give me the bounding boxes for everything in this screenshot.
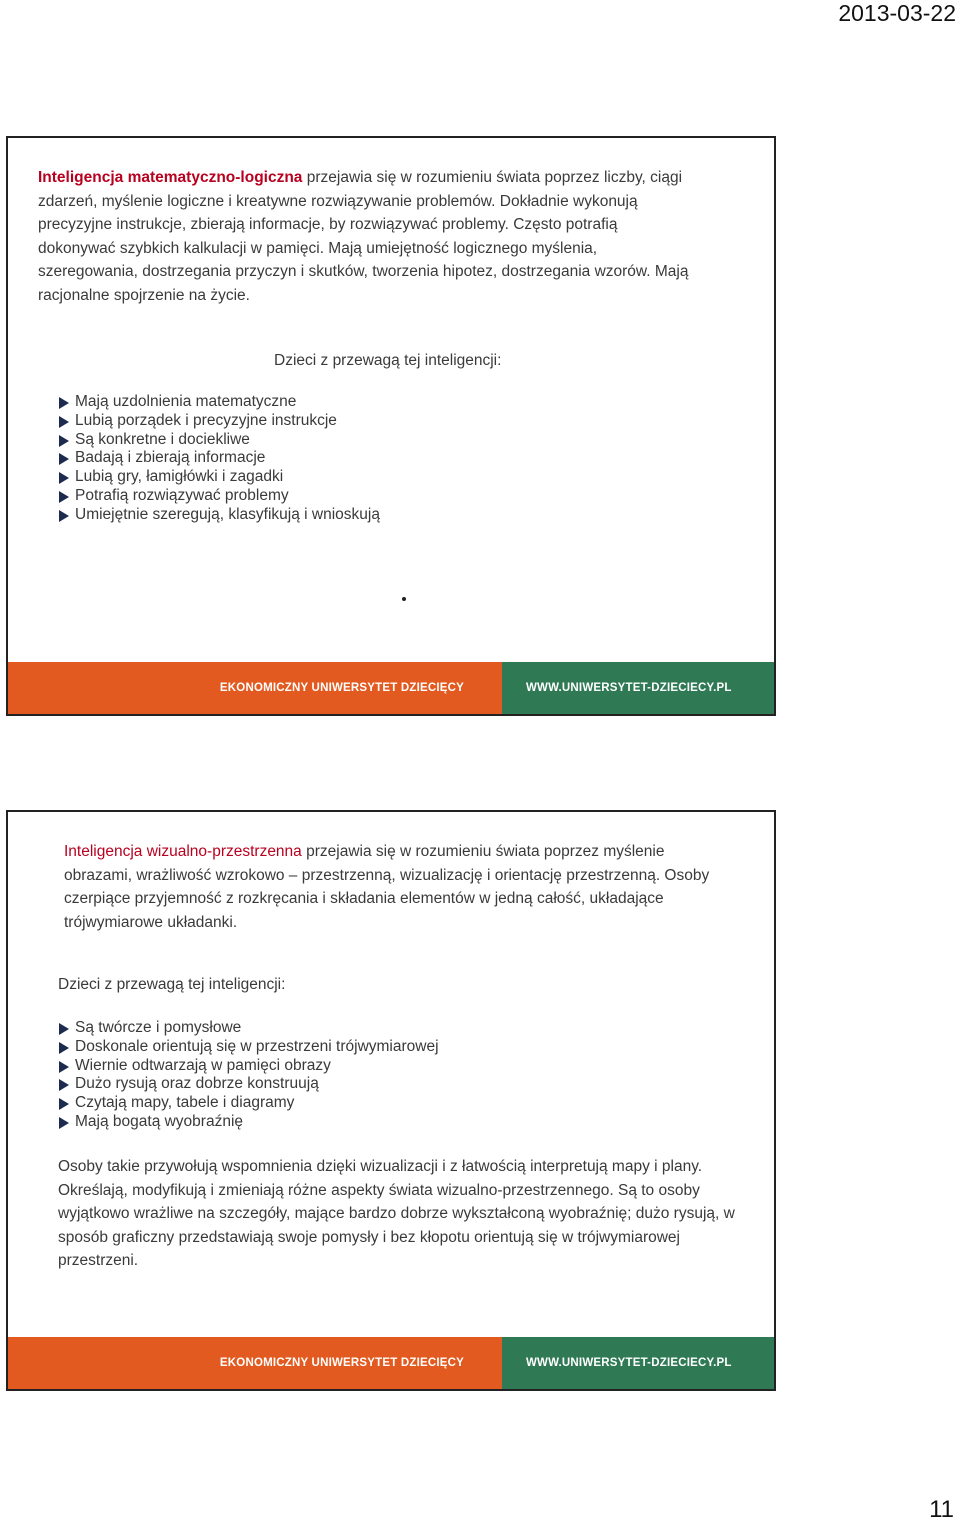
list-item: Lubią porządek i precyzyjne instrukcje: [57, 412, 380, 431]
list-item: Dużo rysują oraz dobrze konstruują: [57, 1075, 439, 1094]
footer-website-link[interactable]: WWW.UNIWERSYTET-DZIECIECY.PL: [502, 1337, 774, 1389]
slide2-intro-text: przejawia się w rozumieniu świata poprzez myślenie obrazami, wrażliwość wzrokowo – przestrzenną, wizualizację i orientację przestrzenną. Osoby czerpiące przyjemność z rozkręcania i składania elementów w jedną całość, układające trójwymiarowe układanki.: [64, 843, 710, 931]
slide1-intro-text: przejawia się w rozumieniu świata poprzez liczby, ciągi zdarzeń, myślenie logiczne i kreatywne rozwiązywanie problemów. Dokładnie wykonują precyzyjne instrukcje, zbierają informacje, by rozwiązywać problemy. Często potrafią dokonywać szybkich kalkulacji w pamięci. Mają umiejętność logicznego myślenia, szeregowania, dostrzegania przyczyn i skutków, tworzenia hipotez, dostrzegania wzorów. Mają racjonalne spojrzenie na życie.: [38, 169, 689, 304]
list-item: Mają uzdolnienia matematyczne: [57, 393, 380, 412]
slide2-bullet-list: [57, 1019, 439, 1132]
list-item: Mają bogatą wyobraźnię: [57, 1113, 439, 1132]
stray-dot: [402, 597, 406, 601]
slide2-intro: [64, 840, 714, 934]
list-item: Są twórcze i pomysłowe: [57, 1019, 439, 1038]
slide1-bullet-list: [57, 393, 380, 525]
footer-organization: EKONOMICZNY UNIWERSYTET DZIECIĘCY: [8, 662, 502, 714]
slide2-footer: [8, 1337, 774, 1389]
slide-visual-spatial: [6, 810, 776, 1391]
slide1-footer: [8, 662, 774, 714]
list-item: Umiejętnie szeregują, klasyfikują i wnioskują: [57, 506, 380, 525]
footer-organization: EKONOMICZNY UNIWERSYTET DZIECIĘCY: [8, 1337, 502, 1389]
slide1-subheading: Dzieci z przewagą tej inteligencji:: [274, 352, 502, 369]
list-item: Badają i zbierają informacje: [57, 449, 380, 468]
list-item: Wiernie odtwarzają w pamięci obrazy: [57, 1057, 439, 1076]
slide1-heading: Inteligencja matematyczno-logiczna: [38, 169, 303, 186]
slide1-intro: [38, 166, 693, 307]
slide2-heading: Inteligencja wizualno-przestrzenna: [64, 843, 302, 860]
slide-logical-mathematical: [6, 136, 776, 716]
footer-website-link[interactable]: WWW.UNIWERSYTET-DZIECIECY.PL: [502, 662, 774, 714]
page-number: 11: [929, 1496, 954, 1523]
list-item: Doskonale orientują się w przestrzeni trójwymiarowej: [57, 1038, 439, 1057]
slide2-closing-paragraph: Osoby takie przywołują wspomnienia dzięki wizualizacji i z łatwością interpretują mapy i plany. Określają, modyfikują i zmieniają różne aspekty świata wizualno-przestrzennego. Są to osoby wyjątkowo wrażliwe na szczegóły, mające bardzo dobrze wykształconą wyobraźnię; dużo rysują, w sposób graficzny przedstawiają swoje pomysły i bez kłopotu orientują się w trójwymiarowej przestrzeni.: [58, 1158, 735, 1269]
slide2-subheading: Dzieci z przewagą tej inteligencji:: [58, 976, 286, 993]
list-item: Czytają mapy, tabele i diagramy: [57, 1094, 439, 1113]
document-date: 2013-03-22: [838, 0, 956, 26]
list-item: Lubią gry, łamigłówki i zagadki: [57, 468, 380, 487]
list-item: Są konkretne i dociekliwe: [57, 431, 380, 450]
list-item: Potrafią rozwiązywać problemy: [57, 487, 380, 506]
